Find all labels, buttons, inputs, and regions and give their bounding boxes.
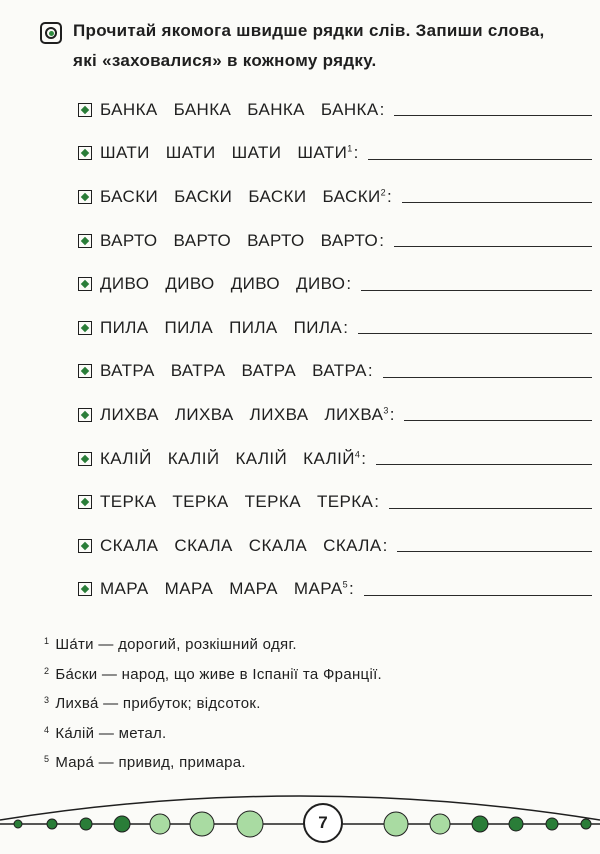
diamond-bullet-icon (78, 582, 92, 596)
footnote-ref: 1 (347, 143, 353, 154)
answer-line[interactable] (358, 333, 592, 334)
word: ПИЛА (229, 317, 278, 337)
word-sequence (100, 536, 382, 556)
answer-line[interactable] (361, 290, 592, 291)
decoration-bead (546, 818, 558, 830)
footnote-ref: 3 (383, 405, 389, 416)
word: ВАТРА (170, 361, 226, 381)
exercise-row (78, 175, 598, 219)
word: БАСКИ (322, 186, 381, 206)
footnote-text: Мара́ — привид, примара. (55, 754, 246, 771)
colon: : (382, 535, 388, 555)
word: ТЕРКА (316, 492, 374, 512)
word-sequence (100, 361, 367, 381)
answer-line[interactable] (402, 202, 592, 203)
word: СКАЛА (323, 535, 382, 555)
word: КАЛІЙ (100, 448, 152, 468)
decoration-bead (384, 812, 408, 836)
footnote-text: Лихва́ — прибуток; відсоток. (55, 695, 261, 712)
word: ТЕРКА (172, 492, 229, 512)
footnote-ref: 4 (354, 448, 361, 459)
word-sequence (100, 449, 360, 469)
word: КАЛІЙ (303, 448, 355, 468)
word: ВАРТО (247, 230, 305, 250)
word: ПИЛА (293, 317, 343, 337)
diamond-bullet-icon (78, 495, 92, 509)
colon: : (367, 361, 373, 381)
word: ДИВО (165, 274, 215, 294)
colon: : (343, 317, 348, 337)
exercise-row (78, 568, 598, 612)
page-number: 7 (303, 803, 343, 843)
word: ЛИХВА (174, 404, 234, 424)
decoration-bead (472, 816, 488, 832)
page-decoration (0, 780, 600, 854)
answer-line[interactable] (397, 551, 592, 552)
colon: : (389, 404, 395, 424)
word: ПИЛА (100, 317, 149, 337)
diamond-bullet-icon (78, 234, 92, 248)
exercise-row (78, 88, 598, 132)
footnote-ref: 2 (380, 187, 387, 198)
word: ПИЛА (164, 317, 214, 337)
word: ШАТИ (297, 143, 348, 163)
diamond-bullet-icon (78, 452, 92, 466)
word: БАНКА (247, 99, 305, 119)
answer-line[interactable] (368, 159, 592, 160)
answer-line[interactable] (394, 246, 592, 247)
word: СКАЛА (248, 535, 308, 555)
word-sequence (100, 579, 348, 599)
word: БАСКИ (100, 186, 159, 206)
word: ВАТРА (312, 361, 367, 381)
answer-line[interactable] (383, 377, 592, 378)
word-sequence (100, 231, 378, 251)
exercise-row (78, 437, 598, 481)
exercise-row (78, 480, 598, 524)
decoration-bead (509, 817, 523, 831)
word-sequence (100, 318, 342, 338)
diamond-bullet-icon (78, 146, 92, 160)
footnote-number: 5 (44, 754, 50, 764)
word: ВАТРА (241, 361, 297, 381)
word: СКАЛА (100, 535, 159, 555)
word: СКАЛА (174, 535, 233, 555)
colon: : (387, 186, 392, 206)
footnote-number: 4 (44, 724, 50, 735)
answer-line[interactable] (364, 595, 592, 596)
exercise-row (78, 393, 598, 437)
colon: : (361, 448, 367, 468)
word: БАНКА (100, 99, 158, 119)
colon: : (374, 492, 379, 512)
word-sequence (100, 274, 345, 294)
word: МАРА (293, 579, 343, 599)
answer-line[interactable] (389, 508, 592, 509)
word: ДИВО (230, 274, 281, 294)
footnote-text: Ба́ски — народ, що живе в Іспанії та Франції. (55, 665, 383, 683)
word-rows (78, 88, 598, 611)
diamond-bullet-icon (78, 277, 92, 291)
decoration-bead (47, 819, 57, 829)
exercise-row (78, 306, 598, 350)
footnote-number: 1 (44, 636, 50, 646)
task-target-icon (40, 22, 62, 44)
exercise-row (78, 132, 598, 176)
decoration-bead (237, 811, 263, 837)
word: ШАТИ (100, 143, 150, 163)
answer-line[interactable] (376, 464, 592, 465)
word: МАРА (164, 579, 214, 599)
answer-line[interactable] (394, 115, 592, 116)
word-sequence (100, 187, 386, 207)
footnote (44, 748, 564, 778)
word: БАНКА (173, 99, 232, 119)
word: ВАРТО (100, 230, 158, 250)
decoration-bead (581, 819, 591, 829)
word: ШАТИ (165, 143, 216, 163)
word: КАЛІЙ (167, 448, 220, 468)
task-instruction (73, 16, 590, 76)
colon: : (353, 143, 359, 163)
colon: : (346, 274, 352, 294)
footnote (44, 660, 564, 690)
word: ШАТИ (231, 143, 282, 163)
word-sequence (100, 143, 353, 163)
task-instruction-line-1: Прочитай якомога швидше рядки слів. Запиши слова, (73, 21, 545, 40)
decoration-bead (114, 816, 130, 832)
word: БАСКИ (248, 186, 307, 206)
exercise-row (78, 262, 598, 306)
decoration-bead (150, 814, 170, 834)
task-header (40, 16, 590, 76)
colon: : (379, 99, 385, 119)
word: ТЕРКА (100, 492, 157, 512)
word: ЛИХВА (249, 404, 309, 424)
footnote-number: 3 (44, 695, 50, 705)
word: ЛИХВА (324, 404, 384, 424)
colon: : (348, 579, 354, 599)
decoration-bead (430, 814, 450, 834)
word-sequence (100, 100, 379, 120)
word: ВАРТО (173, 230, 232, 250)
footnote (44, 630, 564, 660)
decoration-bead (14, 820, 22, 828)
word: БАНКА (320, 99, 379, 119)
decoration-bead (80, 818, 92, 830)
diamond-bullet-icon (78, 321, 92, 335)
word: МАРА (100, 579, 149, 599)
word: МАРА (229, 579, 278, 599)
footnote-ref: 5 (342, 579, 348, 590)
word: БАСКИ (174, 186, 233, 206)
diamond-bullet-icon (78, 408, 92, 422)
diamond-bullet-icon (78, 190, 92, 204)
word: КАЛІЙ (235, 448, 288, 468)
word-sequence (100, 492, 373, 512)
footnotes (44, 630, 564, 778)
decoration-arc (0, 796, 600, 820)
word: ЛИХВА (100, 404, 159, 424)
word: ДИВО (100, 274, 150, 294)
footnote (44, 689, 564, 719)
word: ВАРТО (320, 230, 379, 250)
diamond-bullet-icon (78, 364, 92, 378)
answer-line[interactable] (404, 420, 592, 421)
diamond-bullet-icon (78, 103, 92, 117)
word-sequence (100, 405, 389, 425)
exercise-row (78, 350, 598, 394)
word: ДИВО (296, 274, 346, 294)
colon: : (379, 230, 384, 250)
exercise-row (78, 219, 598, 263)
diamond-bullet-icon (78, 539, 92, 553)
word: ТЕРКА (244, 492, 301, 512)
footnote-number: 2 (44, 665, 50, 676)
footnote-text: Ша́ти — дорогий, розкішний одяг. (55, 636, 297, 653)
decoration-bead (190, 812, 214, 836)
task-instruction-line-2: які «заховалися» в кожному рядку. (73, 51, 377, 70)
exercise-row (78, 524, 598, 568)
word: ВАТРА (100, 361, 155, 381)
footnote (44, 719, 564, 749)
footnote-text: Ка́лій — метал. (55, 724, 167, 742)
